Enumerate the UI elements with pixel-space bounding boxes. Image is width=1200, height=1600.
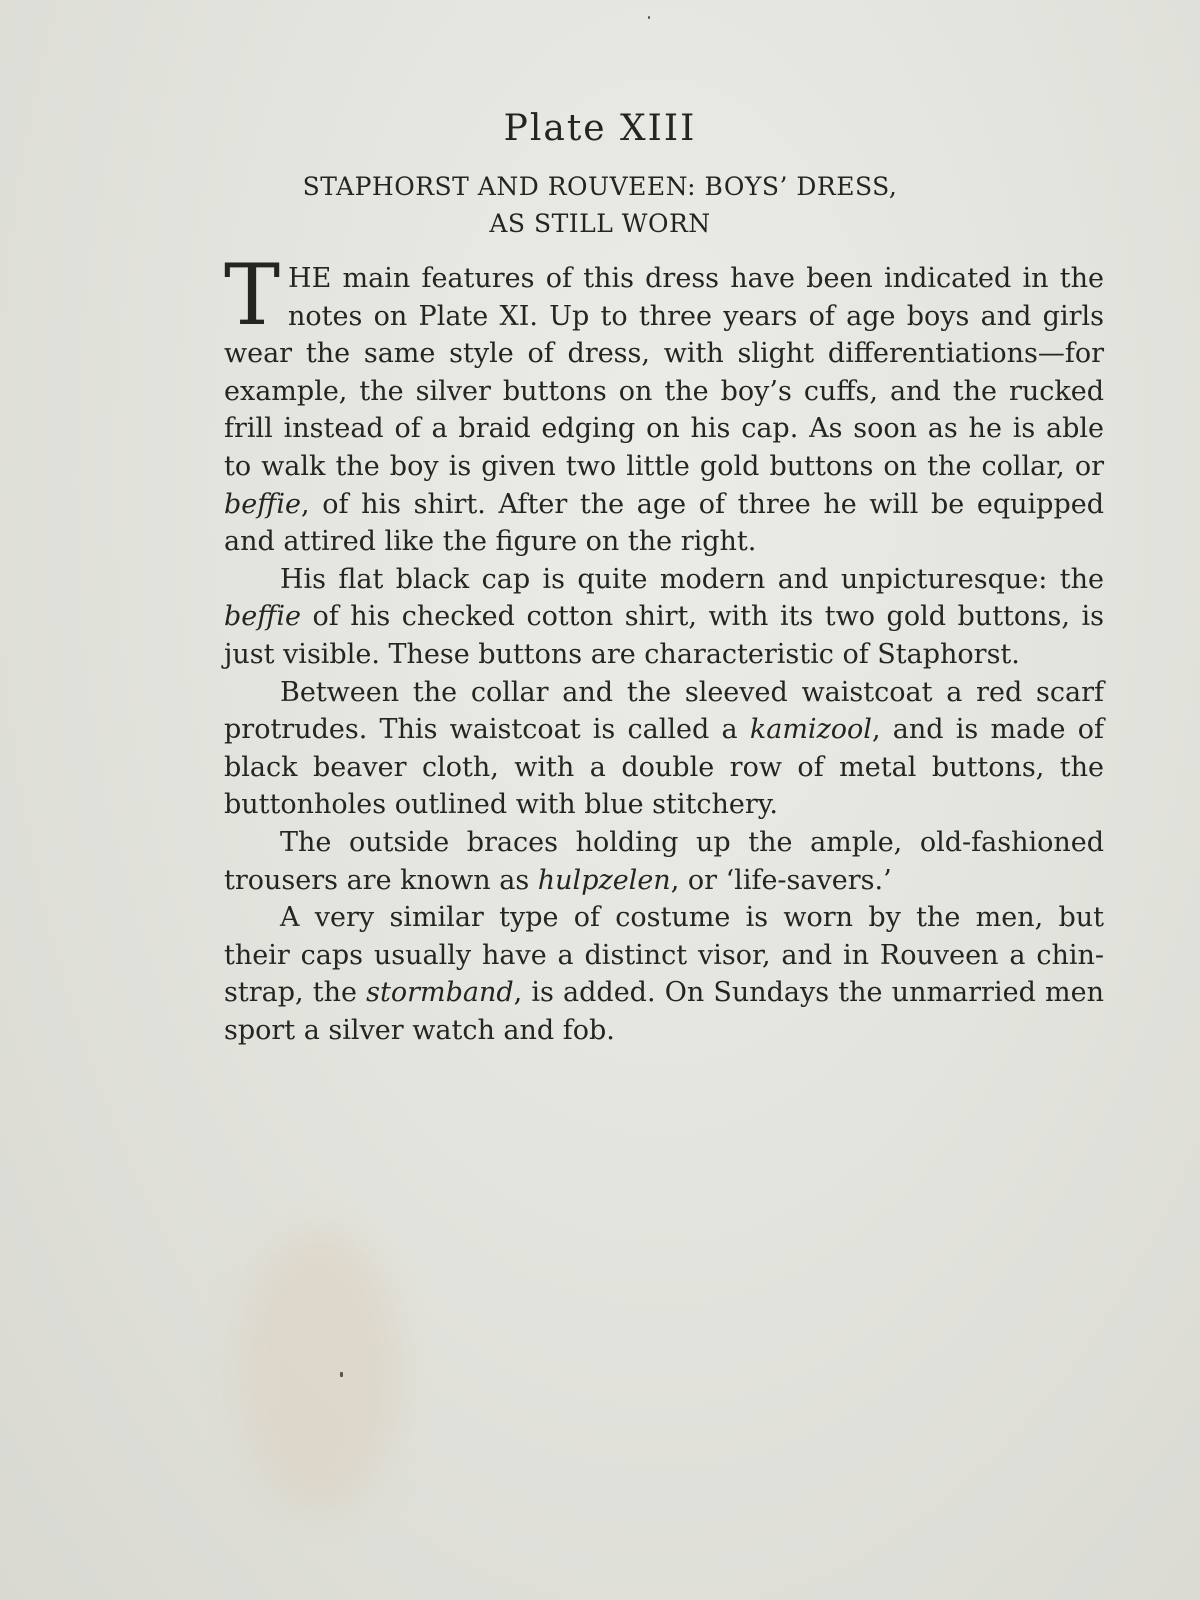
paragraph-4 [224,824,1104,899]
paragraph-5 [224,899,1104,1049]
paragraph-4-text-b: , or ‘life-savers.’ [670,864,892,896]
paragraph-5-text-b: , is added. On Sundays the unmarried men sport a silver watch and fob. [224,977,1104,1046]
paragraph-3-text-a: Between the collar and the sleeved waistcoat a red scarf protrudes. This waistcoat is called a [224,676,1104,746]
paragraph-4-text-a: The outside braces holding up the ample, old-fashioned trousers are known as [224,826,1104,896]
italic-term-beffie: beffie [224,488,302,520]
italic-term-hulpzelen: hulpzelen [537,864,671,896]
paragraph-1-text-b: , of his shirt. After the age of three he will be equipped and attired like the figure on the right. [224,488,1104,558]
italic-term-stormband: stormband [366,977,514,1009]
drop-cap: T [224,246,281,344]
body-text [224,246,1104,1049]
paragraph-2 [224,561,1104,674]
paragraph-2-text-b: of his checked cotton shirt, with its two gold buttons, is just visible. These buttons are characteristic of Staphorst. [224,601,1104,670]
plate-subtitle [200,168,1000,242]
italic-term-beffie: beffie [224,601,302,633]
paragraph-2-text-a: His flat black cap is quite modern and unpicturesque: the [280,563,1104,595]
italic-term-kamizool: kamizool [749,714,872,746]
paragraph-1-text-a: main features of this dress have been indicated in the notes on Plate XI. Up to three years of age boys and girls wear the same style of dress, with slight differentiations—for example, the silver buttons on the boy’s cuffs, and the rucked frill instead of a braid edging on his cap. As soon as he is able to walk the boy is given two little gold buttons on the collar, or [224,263,1104,482]
paragraph-5-text-a: A very similar type of costume is worn by the men, but their caps usually have a distinct visor, and in Rouveen a chin-strap, the [224,902,1104,1009]
opening-small-caps: HE [288,263,332,294]
paragraph-3-text-b: , and is made of black beaver cloth, with a double row of metal buttons, the buttonholes outlined with blue stitchery. [224,714,1104,821]
plate-title: Plate XIII [503,108,697,149]
subtitle-line-1: STAPHORST AND ROUVEEN: BOYS’ DRESS, [302,172,898,201]
paper-stain [240,1230,400,1510]
paper-speck [340,1372,343,1377]
paper-speck [648,16,650,19]
subtitle-line-2: AS STILL WORN [489,209,711,238]
paragraph-1 [224,246,1104,561]
paragraph-3 [224,674,1104,824]
